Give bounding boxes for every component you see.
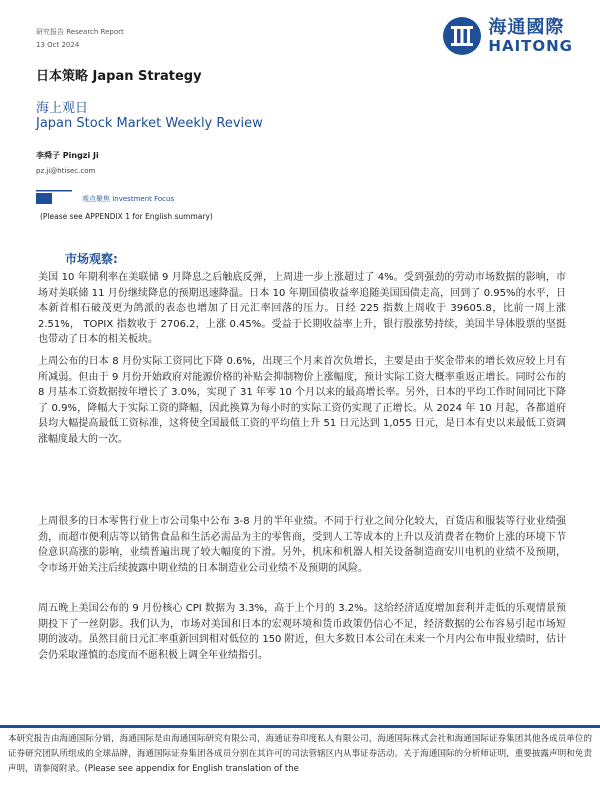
logo-text-cn: 海通國際 [488, 16, 565, 38]
report-title-en: Japan Stock Market Weekly Review [36, 116, 263, 131]
report-type-label: 研究报告 Research Report [36, 28, 124, 36]
report-date: 13 Oct 2024 [36, 41, 80, 49]
paragraph: 美国 10 年期利率在美联储 9 月降息之后触底反弹，上周进一步上涨超过了 4%。受到强劲的劳动市场数据的影响，市场对美联储 11 月份继续降息的预期迅速降温。日本 10 年期国债收益率追随美国国债走高，回到了 0.95%的水平，日本新首相石破茂更为鸽派的表态也增加了日元汇率回落的压力。日经 225 指数上周收于 39605.8，比前一周上涨 2.51%， TOPIX 指数收于 2706.2，上涨 0.45%。受益于长期收益率上升，银行股涨势持续，美国半导体股票的坚挺也带动了日本的相关板块。 [38, 272, 566, 346]
focus-bar-icon [36, 190, 72, 204]
author-email[interactable]: pz.ji@htisec.com [36, 167, 96, 175]
paragraph: 周五晚上美国公布的 9 月份核心 CPI 数据为 3.3%，高于上个月的 3.2%。这给经济适度增加套利并走低的乐观情景预期投下了一丝阴影。我们认为，市场对美国和日本的宏观环境和货币政策仍信心不足，经济数据的公布容易引起市场短期的波动。虽然目前日元汇率重新回到相对低位的 150 附近，但大多数日本公司在未来一个月内公布申报业绩时，估计会仍采取谨慎的态度而不愿积极上调全年业绩指引。 [38, 603, 566, 661]
logo-text-en: HAITONG [488, 36, 573, 55]
strategy-heading: 日本策略 Japan Strategy [36, 69, 202, 84]
haitong-logo-icon [442, 16, 482, 56]
footer-disclaimer: 本研究报告由海通国际分销，海通国际是由海通国际研究有限公司，海通证券印度私人有限公司，海通国际株式会社和海通国际证券集团其他各成员单位的证券研究团队所组成的全球品牌，海通国际证券集团各成员分别在其许可的司法管辖区内从事证券活动。关于海通国际的分析师证明，重要披露声明和免责声明，请参阅附录。(Please see appendix for English translation of the [8, 734, 592, 774]
investment-focus-label: 观点聚焦 Investment Focus [82, 195, 175, 203]
haitong-logo [442, 16, 573, 56]
paragraph: 上周很多的日本零售行业上市公司集中公布 3-8 月的半年业绩。不同于行业之间分化较大，百货店和服装等行业业绩强劲，而超市便利店等以销售食品和生活必需品为主的零售商，受到人工等成本的上升以及消费者在物价上涨的环境下节俭意识高涨的影响，业绩普遍出现了较大幅度的下滑。另外，机床和机器人相关设备制造商安川电机的业绩不及预期，令市场开始关注后续披露中期业绩的日本制造业公司业绩不及预期的风险。 [38, 516, 566, 574]
appendix-note: (Please see APPENDIX 1 for English summary) [40, 212, 213, 221]
report-title-cn: 海上观日 [36, 101, 89, 116]
footer-divider [0, 725, 600, 728]
author-name: 李舜子 Pingzi Ji [36, 151, 99, 160]
section-title: 市场观察: [65, 252, 118, 266]
paragraph: 上周公布的日本 8 月份实际工资同比下降 0.6%，出现三个月来首次负增长，主要是由于奖金带来的增长效应较上月有所减弱。但由于 9 月份开始政府对能源价格的补贴会抑制物价上涨幅度，预计实际工资大概率重返正增长。同时公布的 8 月基本工资数据按年增长了 3.0%，实现了 31 年零 10 个月以来的最高增长率。另外，日本的平均工作时间同比下降了 0.9%，降幅大于实际工资的降幅，因此换算为每小时的实际工资仍实现了正增长。从 2024 年 10 月起，各都道府县均大幅提高最低工资标准，这将使全国最低工资的平均值上升 51 日元达到 1,055 日元，是日本有史以来最低工资调涨幅度最大的一次。 [38, 356, 566, 445]
